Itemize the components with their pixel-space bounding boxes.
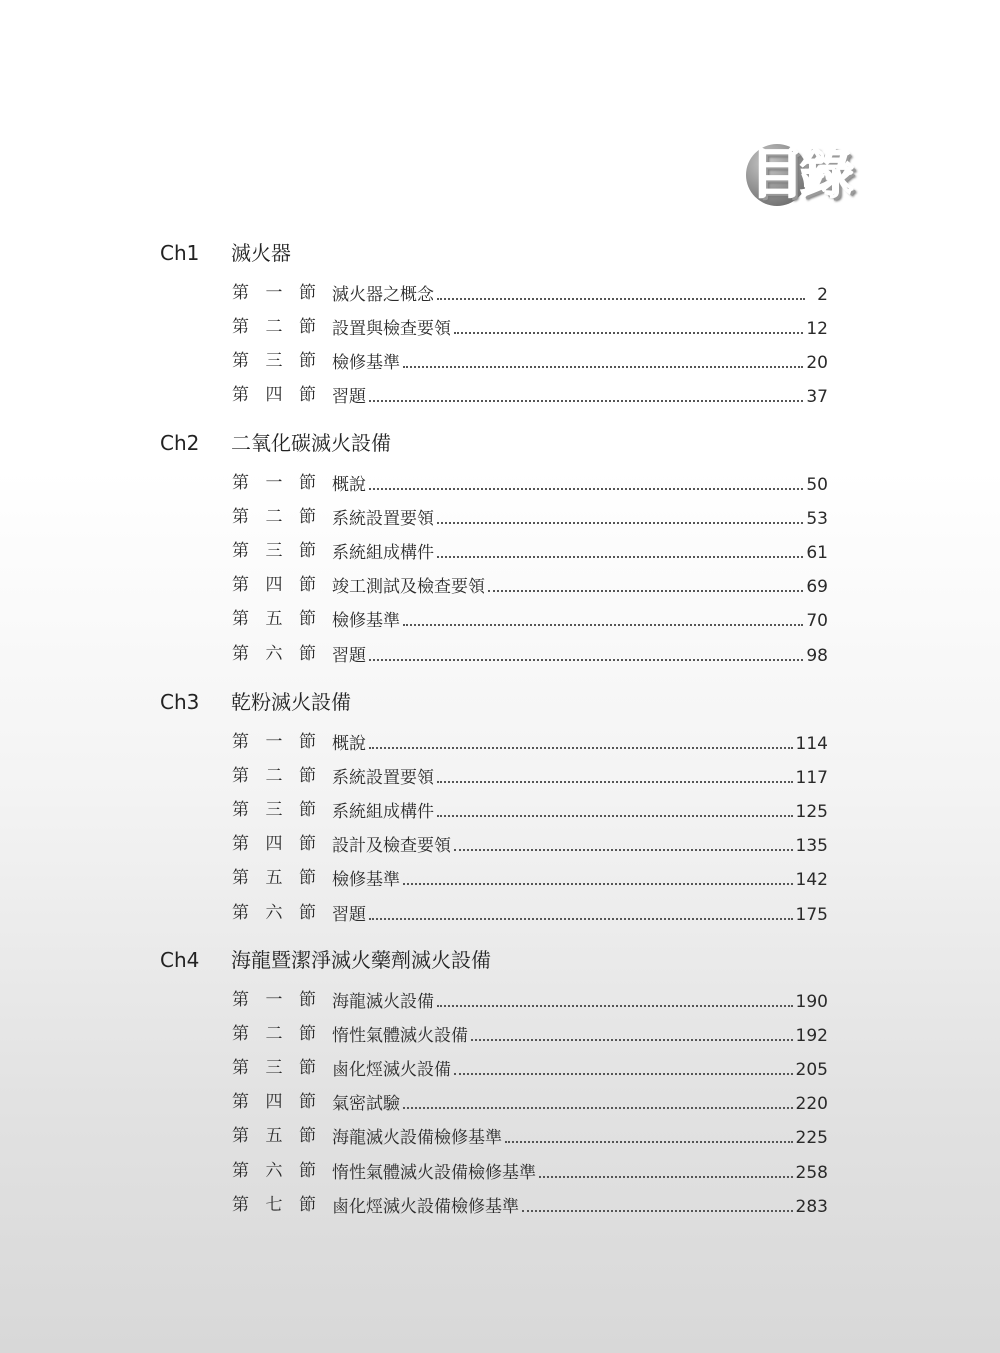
section-title: 檢修基準 [332,870,400,891]
page-number: 258 [795,1162,828,1183]
dot-leader [369,641,803,661]
page-number: 283 [795,1196,828,1217]
chapter-heading [160,426,860,460]
page-number: 175 [795,904,828,925]
toc-entry[interactable] [232,1021,832,1047]
section-number: 第 三 節 [232,1058,316,1079]
toc-entry[interactable] [232,348,832,374]
chapter-number: Ch4 [160,948,200,972]
dot-leader [437,763,793,783]
page-number: 20 [806,353,828,374]
chapter-number: Ch2 [160,431,200,455]
section-title: 習題 [332,387,366,408]
dot-leader [437,538,803,558]
section-number: 第 五 節 [232,868,316,889]
toc-entry[interactable] [232,987,832,1013]
section-number: 第 四 節 [232,834,316,855]
toc-entry[interactable] [232,1055,832,1081]
section-title: 概說 [332,475,366,495]
section-title: 檢修基準 [332,353,400,374]
page-number: 135 [795,836,828,857]
toc-entry[interactable] [232,763,832,789]
section-number: 第 三 節 [232,800,316,821]
toc-entry[interactable] [232,797,832,823]
section-number: 第 六 節 [232,643,316,664]
toc-entry[interactable] [232,1158,832,1184]
page-number: 192 [795,1026,828,1047]
chapter-title: 海龍暨潔淨滅火藥劑滅火設備 [231,948,491,972]
chapter-heading [160,236,860,270]
page-number: 2 [817,285,828,305]
section-number: 第 六 節 [232,902,316,923]
toc-title: 目錄 [750,142,850,205]
page-number: 205 [795,1060,828,1081]
page-number: 225 [795,1128,828,1149]
section-title: 系統設置要領 [332,509,434,530]
toc-heading [742,138,870,210]
section-number: 第 三 節 [232,541,316,562]
dot-leader [369,470,803,490]
toc-entry[interactable] [232,831,832,857]
page-number: 50 [806,475,828,495]
section-title: 系統組成構件 [332,802,434,823]
page-number: 220 [795,1094,828,1115]
toc-entry[interactable] [232,504,832,530]
page-number: 37 [806,387,828,408]
section-title: 習題 [332,904,366,925]
toc-entry[interactable] [232,280,832,306]
section-title: 惰性氣體滅火設備檢修基準 [332,1162,536,1183]
section-number: 第 一 節 [232,732,316,752]
section-title: 海龍滅火設備檢修基準 [332,1128,502,1149]
page-number: 142 [795,870,828,891]
dot-leader [403,865,793,885]
toc-entry[interactable] [232,900,832,926]
dot-leader [454,314,803,334]
page-number: 53 [806,509,828,530]
page-number: 98 [806,645,828,666]
section-number: 第 五 節 [232,1126,316,1147]
section-number: 第 一 節 [232,473,316,493]
dot-leader [488,572,803,592]
page-number: 69 [806,577,828,598]
section-number: 第 四 節 [232,575,316,596]
dot-leader [505,1123,793,1143]
section-title: 氣密試驗 [332,1094,400,1115]
dot-leader [522,1192,793,1212]
section-title: 鹵化烴滅火設備 [332,1060,451,1081]
toc-entry[interactable] [232,641,832,667]
dot-leader [403,606,803,626]
toc-entry[interactable] [232,314,832,340]
dot-leader [403,348,803,368]
dot-leader [471,1021,793,1041]
section-number: 第 七 節 [232,1194,316,1215]
chapter-title: 滅火器 [231,241,291,265]
toc-entry[interactable] [232,1123,832,1149]
toc-entry[interactable] [232,606,832,632]
page-number: 125 [795,802,828,823]
toc-entry[interactable] [232,538,832,564]
dot-leader [369,900,793,920]
toc-entry[interactable] [232,470,832,496]
dot-leader [437,504,803,524]
page-number: 61 [806,543,828,564]
section-number: 第 二 節 [232,766,316,787]
toc-entry[interactable] [232,865,832,891]
section-number: 第 四 節 [232,1092,316,1113]
chapter-heading [160,685,860,719]
section-title: 惰性氣體滅火設備 [332,1026,468,1047]
section-number: 第 一 節 [232,990,316,1010]
dot-leader [437,797,793,817]
toc-entry[interactable] [232,1192,832,1218]
section-title: 概說 [332,734,366,754]
section-title: 竣工測試及檢查要領 [332,577,485,598]
page-number: 190 [795,992,828,1012]
section-title: 海龍滅火設備 [332,992,434,1012]
section-title: 系統組成構件 [332,543,434,564]
page-number: 12 [806,319,828,340]
toc-entry[interactable] [232,1089,832,1115]
dot-leader [369,729,793,749]
page-number: 114 [795,734,828,754]
section-title: 鹵化烴滅火設備檢修基準 [332,1196,519,1217]
chapter-number: Ch1 [160,241,200,265]
chapter-heading [160,943,860,977]
toc-entry[interactable] [232,382,832,408]
section-title: 滅火器之概念 [332,285,434,305]
dot-leader [403,1089,793,1109]
dot-leader [437,280,805,300]
chapter-title: 乾粉滅火設備 [231,690,351,714]
dot-leader [454,831,793,851]
section-number: 第 二 節 [232,507,316,528]
section-number: 第 一 節 [232,283,316,303]
dot-leader [369,382,803,402]
section-title: 檢修基準 [332,611,400,632]
section-number: 第 二 節 [232,317,316,338]
chapter-title: 二氧化碳滅火設備 [231,431,391,455]
section-title: 設計及檢查要領 [332,836,451,857]
section-number: 第 二 節 [232,1024,316,1045]
section-title: 習題 [332,645,366,666]
toc-entry[interactable] [232,729,832,755]
page-number: 70 [806,611,828,632]
page-number: 117 [795,768,828,789]
section-number: 第 三 節 [232,351,316,372]
section-title: 系統設置要領 [332,768,434,789]
toc-entry[interactable] [232,572,832,598]
dot-leader [437,987,793,1007]
dot-leader [539,1158,793,1178]
section-number: 第 五 節 [232,609,316,630]
chapter-number: Ch3 [160,690,200,714]
section-number: 第 四 節 [232,385,316,406]
section-number: 第 六 節 [232,1160,316,1181]
dot-leader [454,1055,793,1075]
section-title: 設置與檢查要領 [332,319,451,340]
